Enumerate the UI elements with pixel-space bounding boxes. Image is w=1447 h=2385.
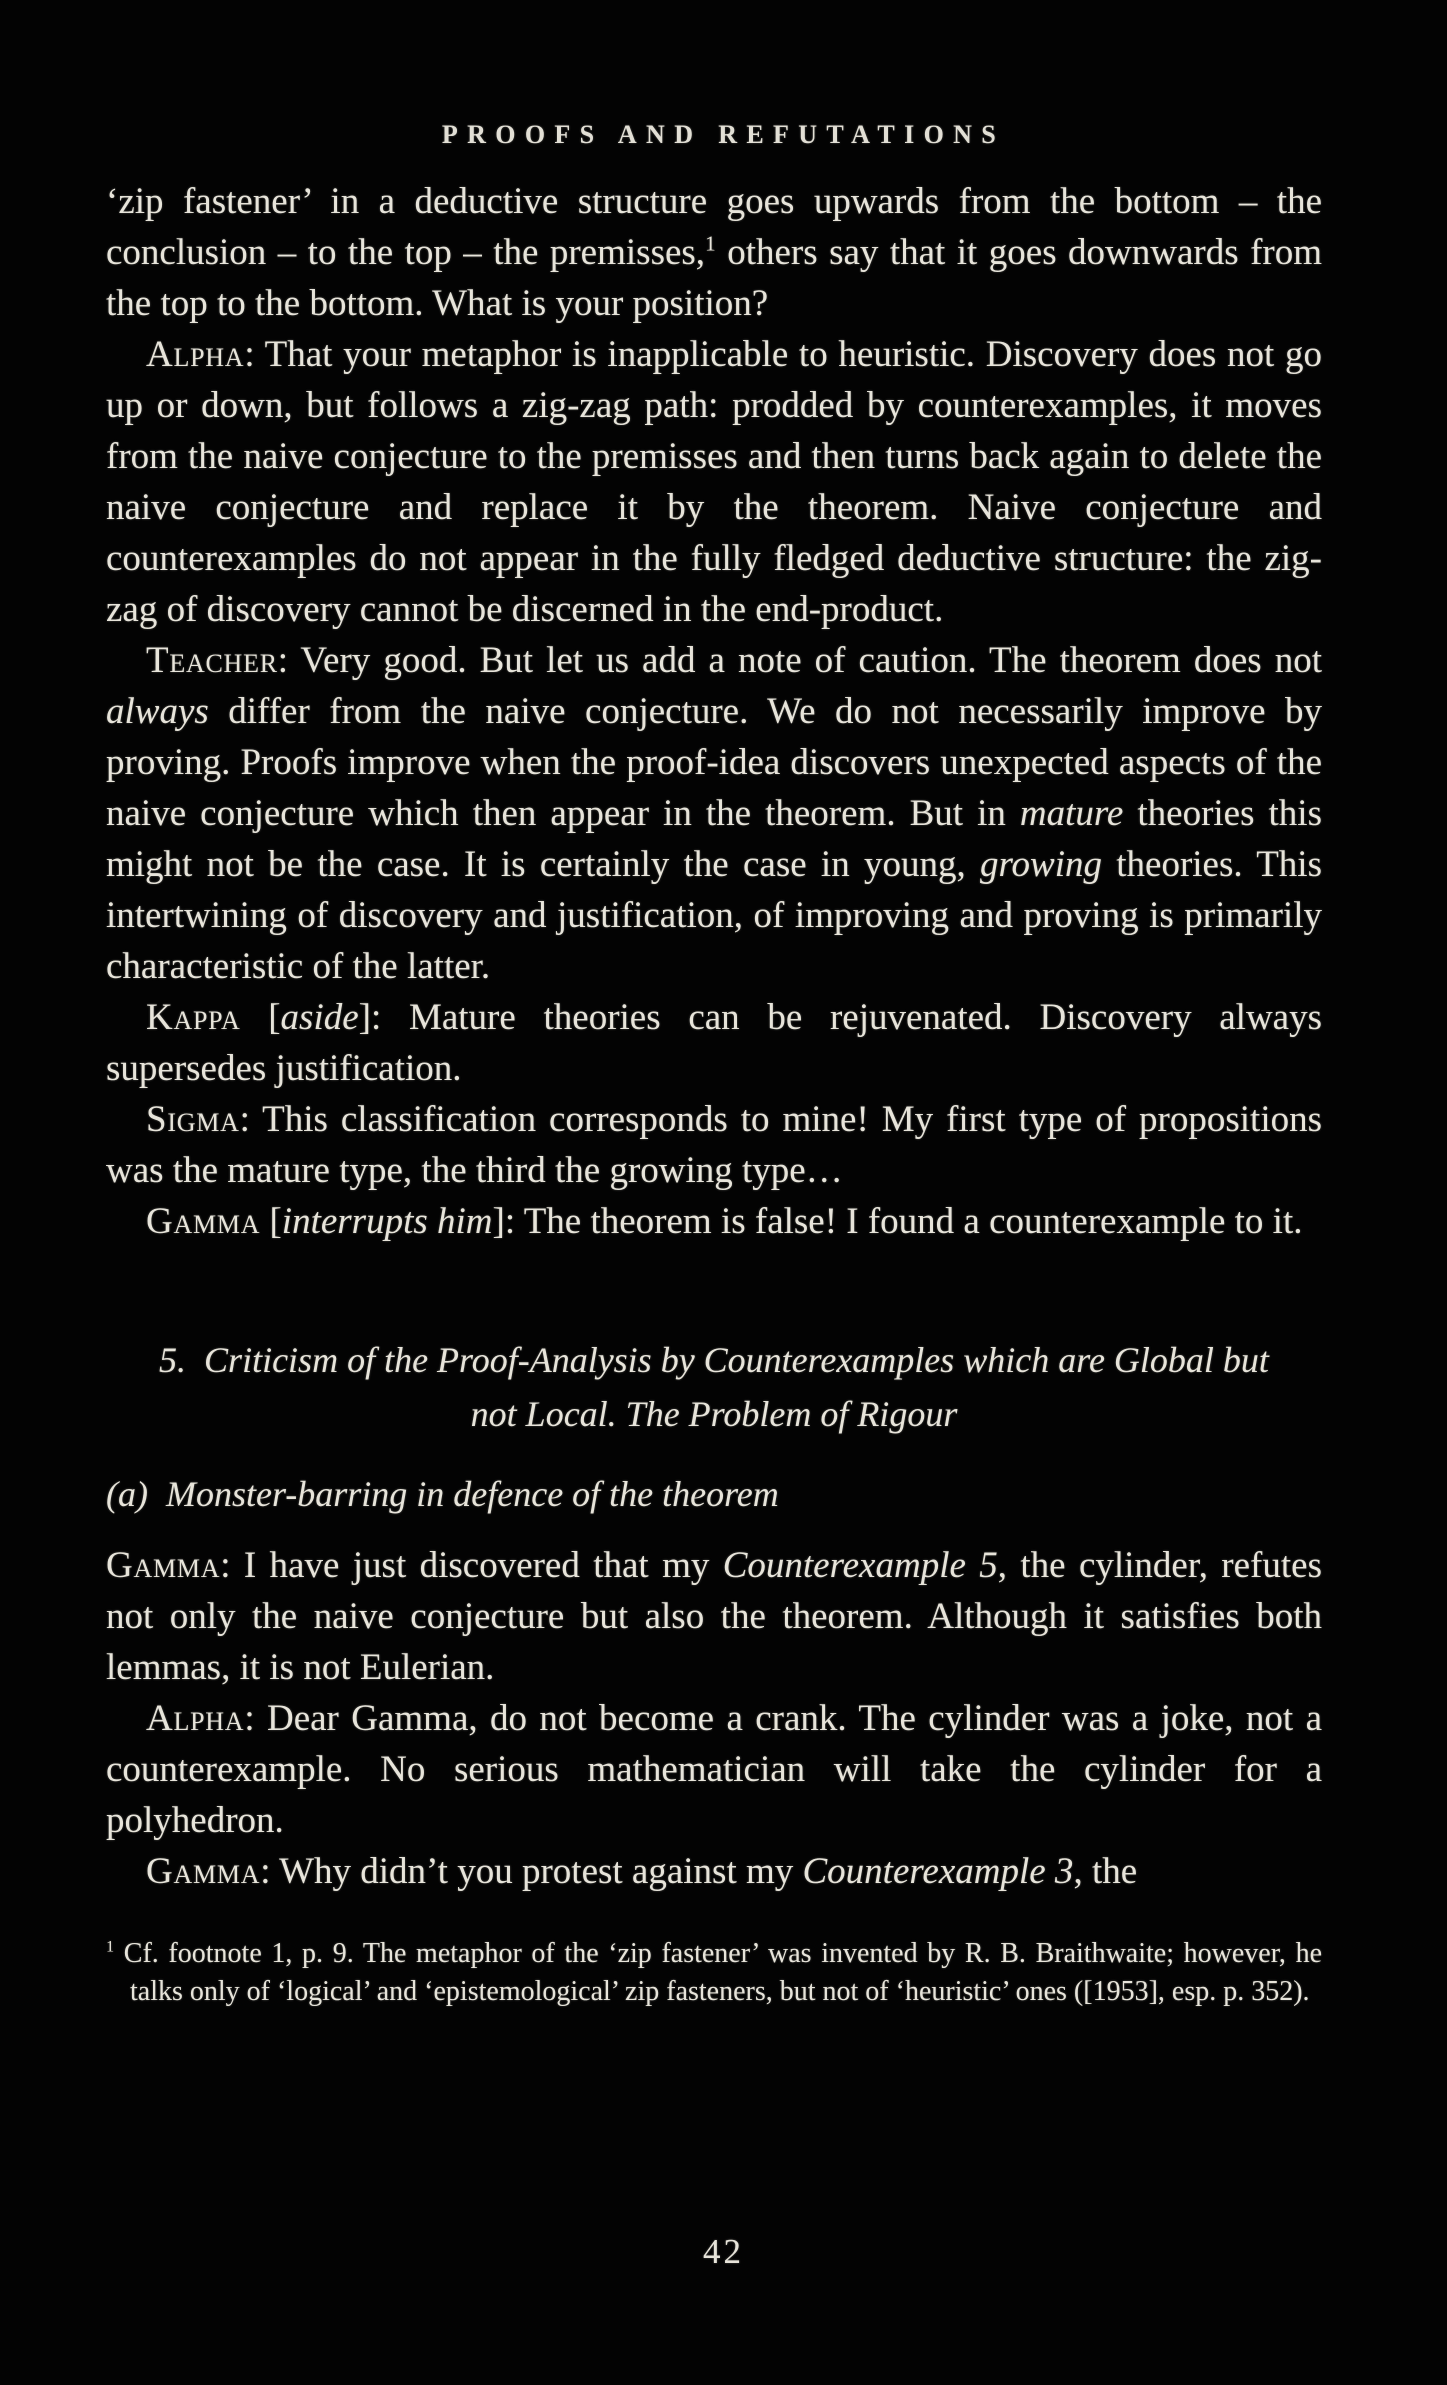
footnote: $^1$ Cf. footnote 1, p. 9. The metaphor of the ‘zip fastener’ was invented by R. B. Braithwaite; however, he talks only of ‘logical’ and ‘epistemological’ zip fasteners, but not of ‘heuristic’ ones ([1953], esp. p. 352). bbox=[106, 1937, 1322, 2007]
paragraph-teacher: Teacher: Very good. But let us add a note of caution. The theorem does not always differ from the naive conjecture. We do not necessarily improve by proving. Proofs improve when the proof-idea discovers unexpected aspects of the naive conjecture which then appear in the theorem. But in mature theories this might not be the case. It is certainly the case in young, growing theories. This intertwining of discovery and justification, of improving and proving is primarily characteristic of the latter. bbox=[106, 640, 1322, 987]
section-heading bbox=[106, 1333, 1322, 1441]
paragraph-alpha: Alpha: That your metaphor is inapplicable to heuristic. Discovery does not go up or down, but follows a zig-zag path: prodded by counterexamples, it moves from the naive conjecture to the premisses and then turns back again to delete the naive conjecture and replace it by the theorem. Naive conjecture and counterexamples do not appear in the fully fledged deductive structure: the zig-zag of discovery cannot be discerned in the end-product. bbox=[106, 334, 1322, 630]
speaker-name: Alpha bbox=[146, 1698, 245, 1739]
paragraph-gamma-interrupts: Gamma [interrupts him]: The theorem is false! I found a counterexample to it. bbox=[146, 1201, 1303, 1242]
section-heading-line: not Local. The Problem of Rigour bbox=[470, 1394, 958, 1434]
speaker-name: Gamma bbox=[106, 1545, 221, 1586]
footnote-marker: 1 bbox=[705, 231, 716, 256]
emphasis-text: Counterexample 3 bbox=[802, 1851, 1074, 1892]
paragraph-alpha-crank: Alpha: Dear Gamma, do not become a crank. The cylinder was a joke, not a counterexample. No serious mathematician will take the cylinder for a polyhedron. bbox=[106, 1698, 1322, 1841]
text-column bbox=[106, 176, 1322, 2011]
subsection-heading: (a) Monster-barring in defence of the theorem bbox=[106, 1474, 779, 1514]
emphasis-text: always bbox=[106, 691, 209, 732]
speaker-name: Gamma bbox=[146, 1201, 261, 1242]
paragraph-gamma-protest: Gamma: Why didn’t you protest against my Counterexample 3, the bbox=[146, 1851, 1138, 1892]
speaker-name: Teacher bbox=[146, 640, 278, 681]
emphasis-text: aside bbox=[280, 997, 359, 1038]
footnote-marker: 1 bbox=[106, 1937, 115, 1956]
section-heading-line: 5. Criticism of the Proof-Analysis by Counterexamples which are Global but bbox=[159, 1340, 1269, 1380]
speaker-name: Alpha bbox=[146, 334, 245, 375]
paragraph-sigma: Sigma: This classification corresponds to mine! My first type of propositions was the mature type, the third the growing type… bbox=[106, 1099, 1322, 1191]
speaker-name: Kappa bbox=[146, 997, 241, 1038]
page-number: 42 bbox=[703, 2232, 744, 2271]
emphasis-text: growing bbox=[979, 844, 1102, 885]
paragraph-kappa: Kappa [aside]: Mature theories can be rejuvenated. Discovery always supersedes justification. bbox=[106, 997, 1323, 1089]
speaker-name: Gamma bbox=[146, 1851, 261, 1892]
emphasis-text: Counterexample 5 bbox=[722, 1545, 998, 1586]
paragraph-gamma-discovery: Gamma: I have just discovered that my Counterexample 5, the cylinder, refutes not only the naive conjecture but also the theorem. Although it satisfies both lemmas, it is not Eulerian. bbox=[106, 1545, 1322, 1688]
speaker-name: Sigma bbox=[146, 1099, 240, 1140]
paragraph-teacher-continuation: ‘zip fastener’ in a deductive structure goes upwards from the bottom – the conclusion – to the top – the premisses,$^1$ others say that it goes downwards from the top to the bottom. What is your position? bbox=[106, 181, 1322, 324]
emphasis-text: interrupts him bbox=[281, 1201, 493, 1242]
emphasis-text: mature bbox=[1019, 793, 1124, 834]
running-header: PROOFS AND REFUTATIONS bbox=[441, 120, 1006, 149]
